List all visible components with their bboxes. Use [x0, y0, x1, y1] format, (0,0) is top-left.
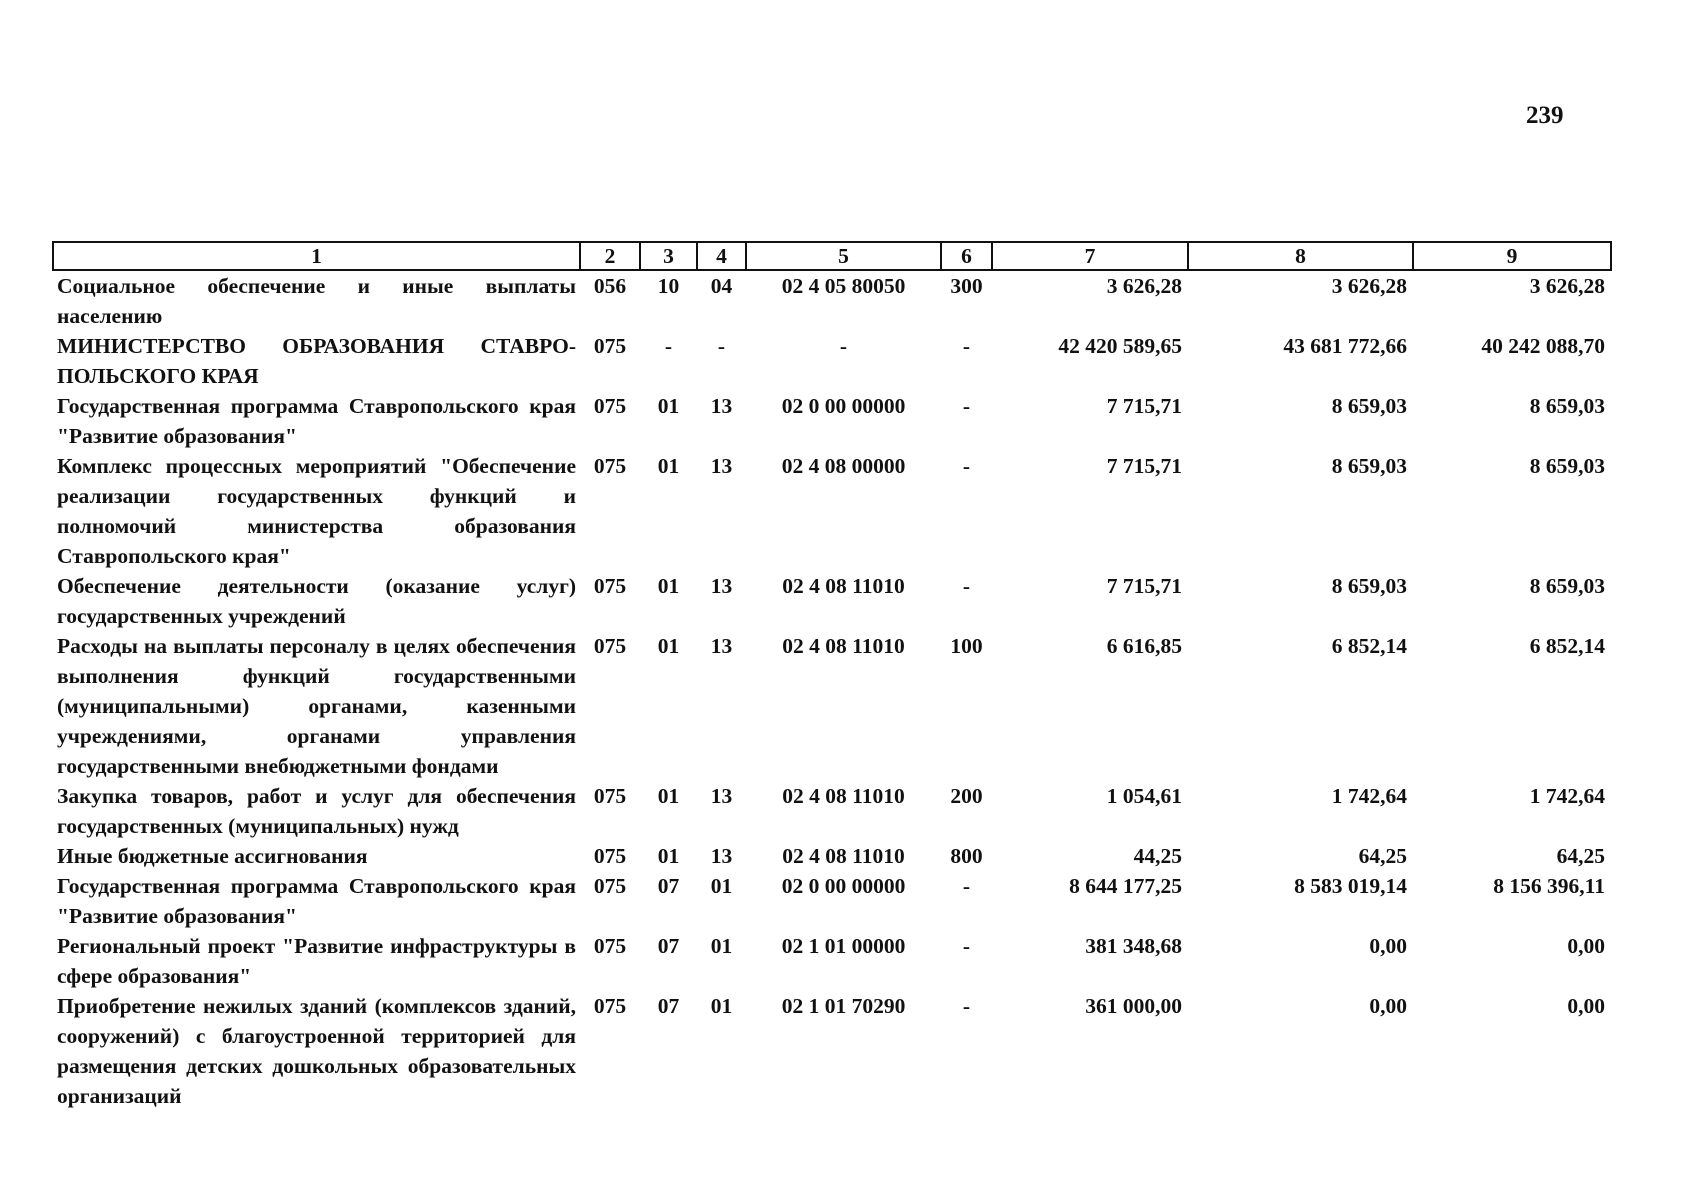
row-value-7: 7 715,71 — [1106, 394, 1182, 418]
row-value-9: 64,25 — [1556, 844, 1605, 868]
row-code-4: 01 — [710, 994, 733, 1018]
row-code-2: 075 — [593, 844, 627, 868]
row-code-5: - — [839, 334, 848, 358]
row-code-2: 075 — [593, 994, 627, 1018]
row-code-6: 300 — [950, 274, 983, 298]
table-row — [53, 571, 1611, 631]
row-code-3: 01 — [657, 454, 680, 478]
row-code-5: 02 4 08 11010 — [782, 784, 905, 808]
row-value-8: 1 742,64 — [1331, 784, 1407, 808]
row-value-8: 8 659,03 — [1331, 454, 1407, 478]
row-value-8: 64,25 — [1358, 844, 1407, 868]
row-code-4: - — [717, 334, 726, 358]
row-code-6: - — [962, 874, 971, 898]
header-col-9: 9 — [1413, 242, 1611, 270]
table-row — [53, 331, 1611, 391]
row-code-3: 07 — [657, 934, 680, 958]
row-code-2: 075 — [593, 394, 627, 418]
row-value-7: 42 420 589,65 — [1058, 334, 1182, 358]
row-name: Социальное обеспечение и иные выплаты населению — [57, 274, 576, 328]
row-code-6: - — [962, 994, 971, 1018]
table-row — [53, 841, 1611, 871]
row-code-3: - — [664, 334, 673, 358]
row-name: Государственная программа Ставропольского края "Развитие образования" — [57, 394, 576, 448]
row-code-6: 100 — [950, 634, 983, 658]
row-value-8: 8 583 019,14 — [1294, 874, 1407, 898]
table-row — [53, 451, 1611, 571]
row-value-7: 6 616,85 — [1106, 634, 1182, 658]
table-row — [53, 931, 1611, 991]
row-name: МИНИСТЕРСТВО ОБРАЗОВАНИЯ СТАВРО-ПОЛЬСКОГО КРАЯ — [57, 334, 576, 388]
row-code-2: 075 — [593, 934, 627, 958]
header-col-6: 6 — [941, 242, 992, 270]
row-name: Обеспечение деятельности (оказание услуг) государственных учреждений — [57, 574, 576, 628]
row-value-8: 8 659,03 — [1331, 574, 1407, 598]
row-name: Региональный проект "Развитие инфраструктуры в сфере образования" — [57, 934, 576, 988]
row-code-3: 07 — [657, 994, 680, 1018]
row-name: Иные бюджетные ассигнования — [57, 844, 368, 868]
row-code-2: 075 — [593, 574, 627, 598]
row-code-2: 075 — [593, 874, 627, 898]
header-col-8: 8 — [1188, 242, 1413, 270]
row-value-8: 6 852,14 — [1331, 634, 1407, 658]
row-value-8: 43 681 772,66 — [1283, 334, 1407, 358]
row-code-5: 02 4 08 00000 — [781, 454, 906, 478]
row-value-8: 3 626,28 — [1331, 274, 1407, 298]
row-value-7: 7 715,71 — [1106, 574, 1182, 598]
row-value-9: 3 626,28 — [1529, 274, 1605, 298]
row-code-2: 075 — [593, 784, 627, 808]
row-code-5: 02 4 08 11010 — [782, 634, 905, 658]
row-value-7: 1 054,61 — [1106, 784, 1182, 808]
row-code-6: - — [962, 334, 971, 358]
header-row — [53, 242, 1611, 270]
row-value-8: 0,00 — [1369, 994, 1407, 1018]
row-code-3: 01 — [657, 574, 680, 598]
row-code-5: 02 4 08 11010 — [782, 844, 905, 868]
row-code-4: 01 — [710, 874, 733, 898]
row-code-6: - — [962, 574, 971, 598]
row-code-6: 800 — [950, 844, 983, 868]
row-code-6: 200 — [950, 784, 983, 808]
table-row — [53, 270, 1611, 331]
header-col-1: 1 — [53, 242, 580, 270]
row-value-9: 8 659,03 — [1529, 454, 1605, 478]
header-col-3: 3 — [640, 242, 697, 270]
row-name: Государственная программа Ставропольского края "Развитие образования" — [57, 874, 576, 928]
row-code-3: 07 — [657, 874, 680, 898]
row-code-5: 02 0 00 00000 — [781, 394, 906, 418]
row-code-6: - — [962, 934, 971, 958]
row-code-3: 01 — [657, 844, 680, 868]
row-value-7: 361 000,00 — [1085, 994, 1182, 1018]
row-value-7: 44,25 — [1133, 844, 1182, 868]
row-code-3: 10 — [657, 274, 680, 298]
row-code-4: 13 — [710, 844, 733, 868]
row-code-4: 13 — [710, 454, 733, 478]
table-row — [53, 631, 1611, 781]
row-value-9: 8 659,03 — [1529, 574, 1605, 598]
row-code-4: 13 — [710, 784, 733, 808]
row-value-8: 0,00 — [1369, 934, 1407, 958]
row-code-2: 075 — [593, 634, 627, 658]
row-code-6: - — [962, 454, 971, 478]
row-code-5: 02 0 00 00000 — [781, 874, 906, 898]
row-value-9: 6 852,14 — [1529, 634, 1605, 658]
row-code-5: 02 4 05 80050 — [781, 274, 906, 298]
row-code-4: 01 — [710, 934, 733, 958]
row-value-9: 0,00 — [1567, 934, 1605, 958]
table-row — [53, 991, 1611, 1111]
row-code-3: 01 — [657, 394, 680, 418]
row-value-9: 0,00 — [1567, 994, 1605, 1018]
row-value-7: 381 348,68 — [1085, 934, 1182, 958]
row-value-9: 8 156 396,11 — [1493, 874, 1605, 898]
budget-table — [52, 241, 1612, 1111]
row-name: Закупка товаров, работ и услуг для обеспечения государственных (муниципальных) нужд — [57, 784, 576, 838]
row-code-4: 13 — [710, 394, 733, 418]
row-code-5: 02 1 01 70290 — [781, 994, 906, 1018]
page-number: 239 — [1526, 102, 1564, 129]
row-value-7: 8 644 177,25 — [1069, 874, 1182, 898]
row-code-2: 075 — [593, 454, 627, 478]
header-col-2: 2 — [580, 242, 640, 270]
table-row — [53, 871, 1611, 931]
table-row — [53, 781, 1611, 841]
header-col-7: 7 — [992, 242, 1188, 270]
row-code-4: 13 — [710, 634, 733, 658]
row-value-9: 1 742,64 — [1529, 784, 1605, 808]
header-col-4: 4 — [697, 242, 746, 270]
row-code-3: 01 — [657, 634, 680, 658]
table-row — [53, 391, 1611, 451]
row-value-9: 8 659,03 — [1529, 394, 1605, 418]
row-value-9: 40 242 088,70 — [1481, 334, 1605, 358]
row-code-2: 056 — [593, 274, 627, 298]
row-code-6: - — [962, 394, 971, 418]
row-code-5: 02 1 01 00000 — [781, 934, 906, 958]
row-value-7: 3 626,28 — [1106, 274, 1182, 298]
row-code-2: 075 — [593, 334, 627, 358]
row-value-8: 8 659,03 — [1331, 394, 1407, 418]
row-name: Приобретение нежилых зданий (комплексов зданий, сооружений) с благоустроенной территорией для размещения детских дошкольных образовательных организаций — [57, 994, 576, 1108]
header-col-5: 5 — [746, 242, 941, 270]
row-code-5: 02 4 08 11010 — [782, 574, 905, 598]
row-code-4: 04 — [710, 274, 733, 298]
row-value-7: 7 715,71 — [1106, 454, 1182, 478]
row-code-3: 01 — [657, 784, 680, 808]
row-name: Расходы на выплаты персоналу в целях обеспечения выполнения функций государственными (муниципальными) органами, казенными учреждениями, органами управления государственными внебюджетными фондами — [57, 634, 576, 778]
row-code-4: 13 — [710, 574, 733, 598]
row-name: Комплекс процессных мероприятий "Обеспечение реализации государственных функций и полномочий министерства образования Ставропольского края" — [57, 454, 576, 568]
